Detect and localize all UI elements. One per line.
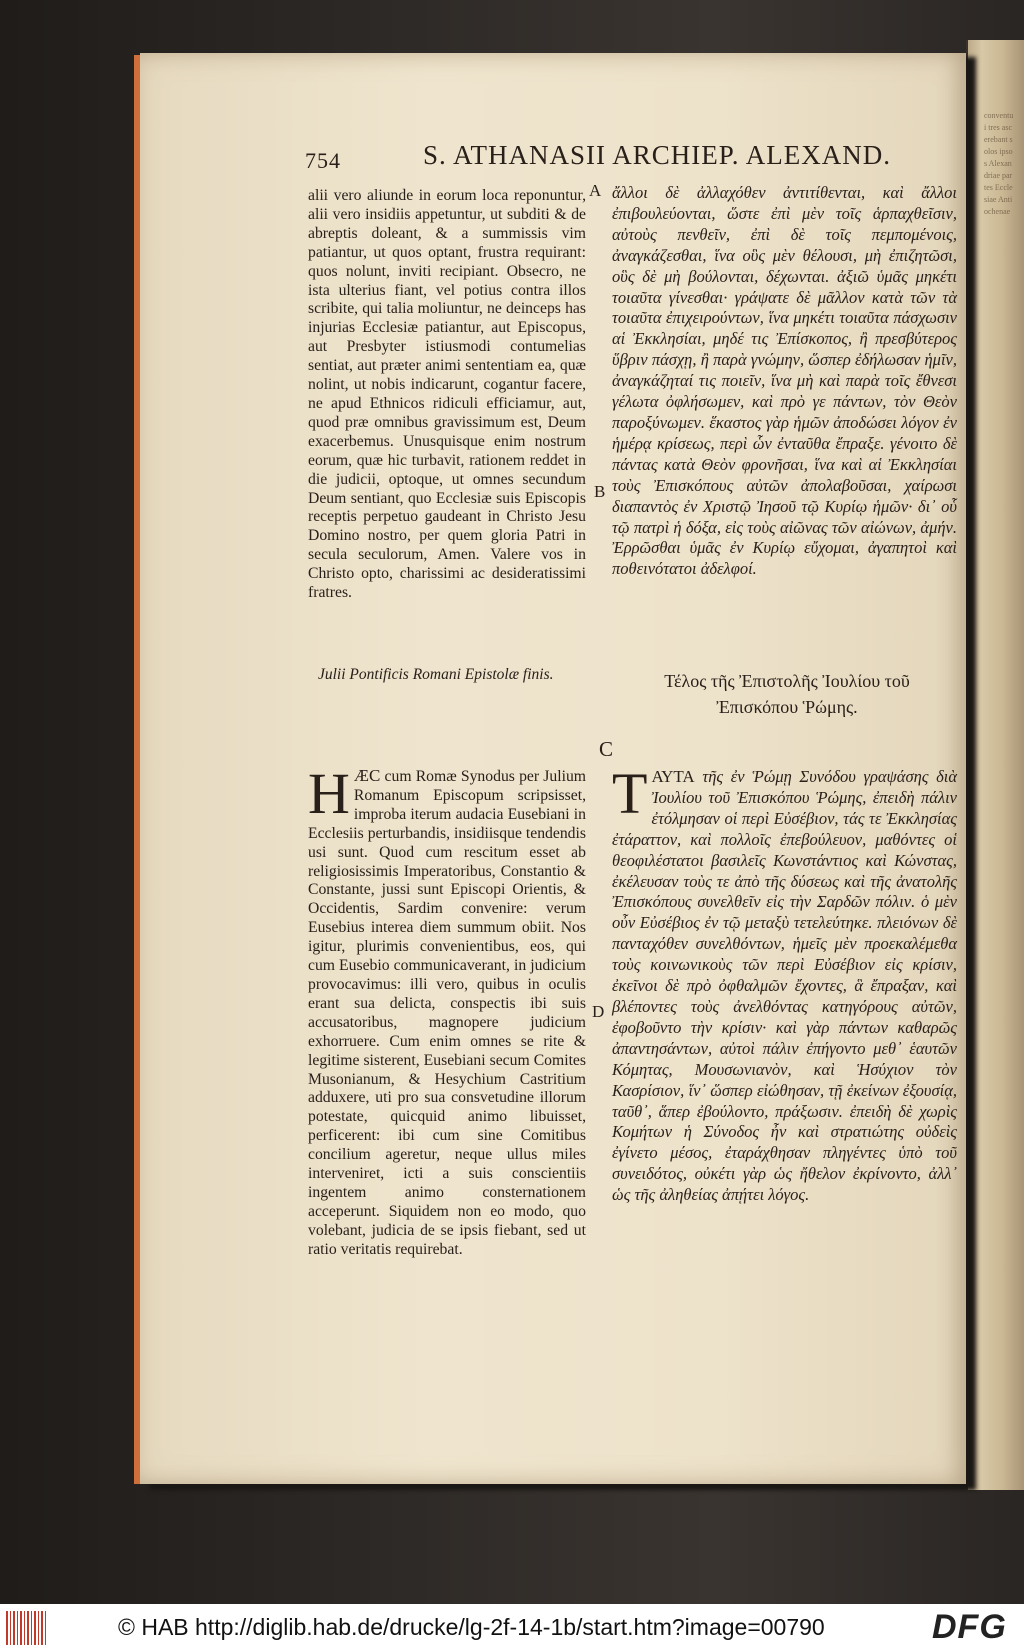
margin-letter-a: A [589, 181, 602, 200]
margin-letter-c: C [599, 737, 614, 761]
latin-text-lower [308, 761, 586, 1260]
greek-initial-rest: ΑΥΤΑ [651, 767, 695, 786]
margin-letter-b: B [594, 482, 606, 501]
greek-epistle-end-caption: Τέλος τῆς Ἐπιστολῆς Ἰουλίου τοῦ Ἐπισκόπου Ῥώμης. [664, 671, 910, 717]
dfg-logo: DFG [932, 1608, 1007, 1646]
source-url[interactable]: © HAB http://diglib.hab.de/drucke/lg-2f-14-1b/start.htm?image=00790 [118, 1614, 825, 1640]
greek-text-upper: ἄλλοι δὲ ἀλλαχόθεν ἀντιτίθενται, καὶ ἄλλοι ἐπιβουλεύονται, ὥστε ἐπὶ μὲν τοῖς ἁρπαχθεῖσιν, αὐτοὺς πενθεῖν, ἐπὶ δὲ τοῖς πεμπομένοις, ἀναγκάζεσθαι, ἵνα οὓς μὲν θέλουσι, μὴ ἐπιζητῶσι, οὓς δὲ μὴ βούλονται, δέχωνται. ἀξιῶ ὑμᾶς μηκέτι τοιαῦτα γίνεσθαι· γράψατε δὲ μᾶλλον κατὰ τῶν τὰ τοιαῦτα ἐπιχειρούντων, ἵνα μηκέτι τοιαῦτα πάσχωσιν αἱ Ἐκκλησίαι, μηδέ τις Ἐπίσκοπος, ἢ πρεσβύτερος ὕβριν πάσχῃ, ἢ παρὰ γνώμην, ὥσπερ ἐδήλωσαν ἡμῖν, ἀναγκάζηταί τις ποιεῖν, ἵνα μὴ καὶ παρὰ τοῖς ἔθνεσι γέλωτα ὀφλήσωμεν, καὶ πρὸ γε πάντων, τὸν Θεὸν παροξύνωμεν. ἕκαστος γὰρ ἡμῶν ἀποδώσει λόγον ἐν ἡμέρᾳ κρίσεως, περὶ ὧν ἐνταῦθα ἔπραξε. γένοιτο δὲ πάντας κατὰ Θεὸν φρονῆσαι, ἵνα καὶ αἱ Ἐκκλησίαι τοὺς Ἐπισκόπους αὐτῶν ἀπολαβοῦσαι, χαίρωσι διαπαντὸς ἐν Χριστῷ Ἰησοῦ τῷ Κυρίῳ ἡμῶν· δι᾽ οὗ τῷ πατρὶ ἡ δόξα, εἰς τοὺς αἰῶνας τῶν αἰώνων, ἀμήν. Ἐρρῶσθαι ὑμᾶς ἐν Κυρίῳ εὔχομαι, ἀγαπητοὶ καὶ ποθεινότατοι ἀδελφοί. [612, 183, 957, 579]
latin-drop-cap: H [308, 761, 350, 826]
facing-page-text: conventui tres ascerebant solos ipsos Alexandriae partes Ecclesiae Antiochenae [984, 111, 1014, 216]
latin-epistle-end-caption: Julii Pontificis Romani Epistolæ finis. [318, 666, 554, 683]
greek-text-lower [612, 761, 958, 1206]
head-title: S. ATHANASII ARCHIEP. ALEXAND. [423, 140, 892, 170]
latin-initial-rest: ÆC [353, 766, 381, 785]
greek-lower-body: τῆς ἐν Ῥώμῃ Συνόδου γραψάσης διὰ Ἰουλίου τοῦ Ἐπισκόπου Ῥώμης, ἐπειδὴ πάλιν ἐτόλμησαν οἱ περὶ Εὐσέβιον, τάς τε Ἐκκλησίας ἐτάραττον, καὶ πολλοῖς ἐπεβούλευον, μαθόντες οἱ θεοφιλέστατοι βασιλεῖς Κωνστάντιος καὶ Κώνστας, ἐκέλευσαν τοὺς τε ἀπὸ τῆς δύσεως καὶ τῆς ἀνατολῆς Ἐπισκόπους συνελθεῖν εἰς τὴν Σαρδῶν πόλιν. ὁ μὲν οὖν Εὐσέβιος ἐν τῷ μεταξὺ τετελεύτηκε. πλειόνων δὲ πανταχόθεν συνελθόντων, ἡμεῖς μὲν προεκαλέμεθα τοὺς κοινωνικοὺς τῶν περὶ Εὐσέβιον εἰς κρίσιν, ἐκεῖνοι δὲ πρὸ ὀφθαλμῶν ἔχοντες, ἃ ἔπραξαν, καὶ βλέποντες τοὺς ἀνελθόντας κατηγόρους αὐτῶν, ἐφοβοῦντο τὴν κρίσιν· καὶ γὰρ πάντων καθαρῶς ἀπαντησάντων, αὐτοὶ πάλιν ἐπήγοντο μεθ᾽ ἑαυτῶν Κόμητας, Μουσωνιανὸν, καὶ Ἡσύχιον τὸν Κασρίσιον, ἵν᾽ ὥσπερ εἰώθησαν, τῇ ἐκείνων ἐξουσίᾳ, ταῦθ᾽, ἅπερ ἐβούλοντο, πράξωσιν. ἐπειδὴ δὲ χωρὶς Κομήτων ἡ Σύνοδος ἦν καὶ στρατιώτης οὐδεὶς ἐγίνετο μέσος, ἐταράχθησαν πληγέντες ὑπὸ τοῦ συνειδότος, οὐκέτι γὰρ ὡς ἤθελον ἐκρίνοντο, ἀλλ᾽ ὡς τῆς ἀληθείας ἀπῄτει λόγος. [612, 767, 958, 1205]
running-head [305, 140, 965, 180]
latin-text-upper: alii vero aliunde in eorum loca reponuntur, alii vero insidiis appetuntur, ut subditi & de abreptis doleant, & a summissis vim patiantur, ut quos optant, frustra requirant: quos nolunt, inviti recipiant. Obsecro, ne ista ulterius fiant, vel potius contra illos scribite, qui talia moliuntur, ne deinceps has injurias Ecclesiæ patiantur, aut Episcopus, aut Presbyter istiusmodi contumelias sentiat, aut præter animi sententiam ea, quæ nolint, ut nobis indicarunt, cogantur facere, ne apud Ethnicos ridiculi efficiamur, aut, quod præ omnibus gravissimum est, Deum exacerbemus. Unusquisque enim nostrum eorum, quæ hic turbavit, rationem reddet in die judicii, optoque, ut omnes secundum Deum sentiant, quo Ecclesiæ suis Episcopis receptis perpetuo gaudeant in Christo Jesu Domino nostro, per quem gloria Patri in secula seculorum, Amen. Valere vos in Christo opto, charissimi ac desideratissimi fratres. [308, 187, 586, 602]
margin-letter-d: D [592, 1002, 605, 1021]
page-number: 754 [305, 148, 341, 173]
greek-drop-cap: Τ [612, 761, 648, 826]
latin-lower-body: cum Romæ Synodus per Julium Romanum Episcopum scripsisset, improba iterum audacia Eusebiani in Ecclesiis perturbandis, insidiisque tendendis usi sunt. Quod cum rescitum esset ab religiosissimis Imperatoribus, Constantio & Constante, jussi sunt Episcopi Orientis, & Occidentis, Sardim convenire: verum Eusebius interea diem summum obiit. Nos igitur, plurimis convenientibus, eos, qui cum Eusebio communicaverant, in judicium provocavimus: illi vero, quibus in oculis erant sua delicta, conspectis ibi suis accusatoribus, magnopere judicium exhorruere. Cum enim omnes se rite & legitime sisterent, Eusebiani secum Comites Musonianum, & Hesychium Castritium adduxere, uti pro sua consvetudine illorum potestate, quicquid animo libuisset, perficerent: ibi cum sine Comitibus concilium ageretur, neque ullus miles interveniret, icti a suis conscientiis ingentem animo consternationem acceperunt. Siquidem non eo modo, quo volebant, judicia de se ipsis fiebant, sed ut ratio veritatis requirebat. [308, 768, 586, 1258]
barcode-icon [6, 1611, 48, 1645]
footer-bar [0, 1604, 1024, 1652]
